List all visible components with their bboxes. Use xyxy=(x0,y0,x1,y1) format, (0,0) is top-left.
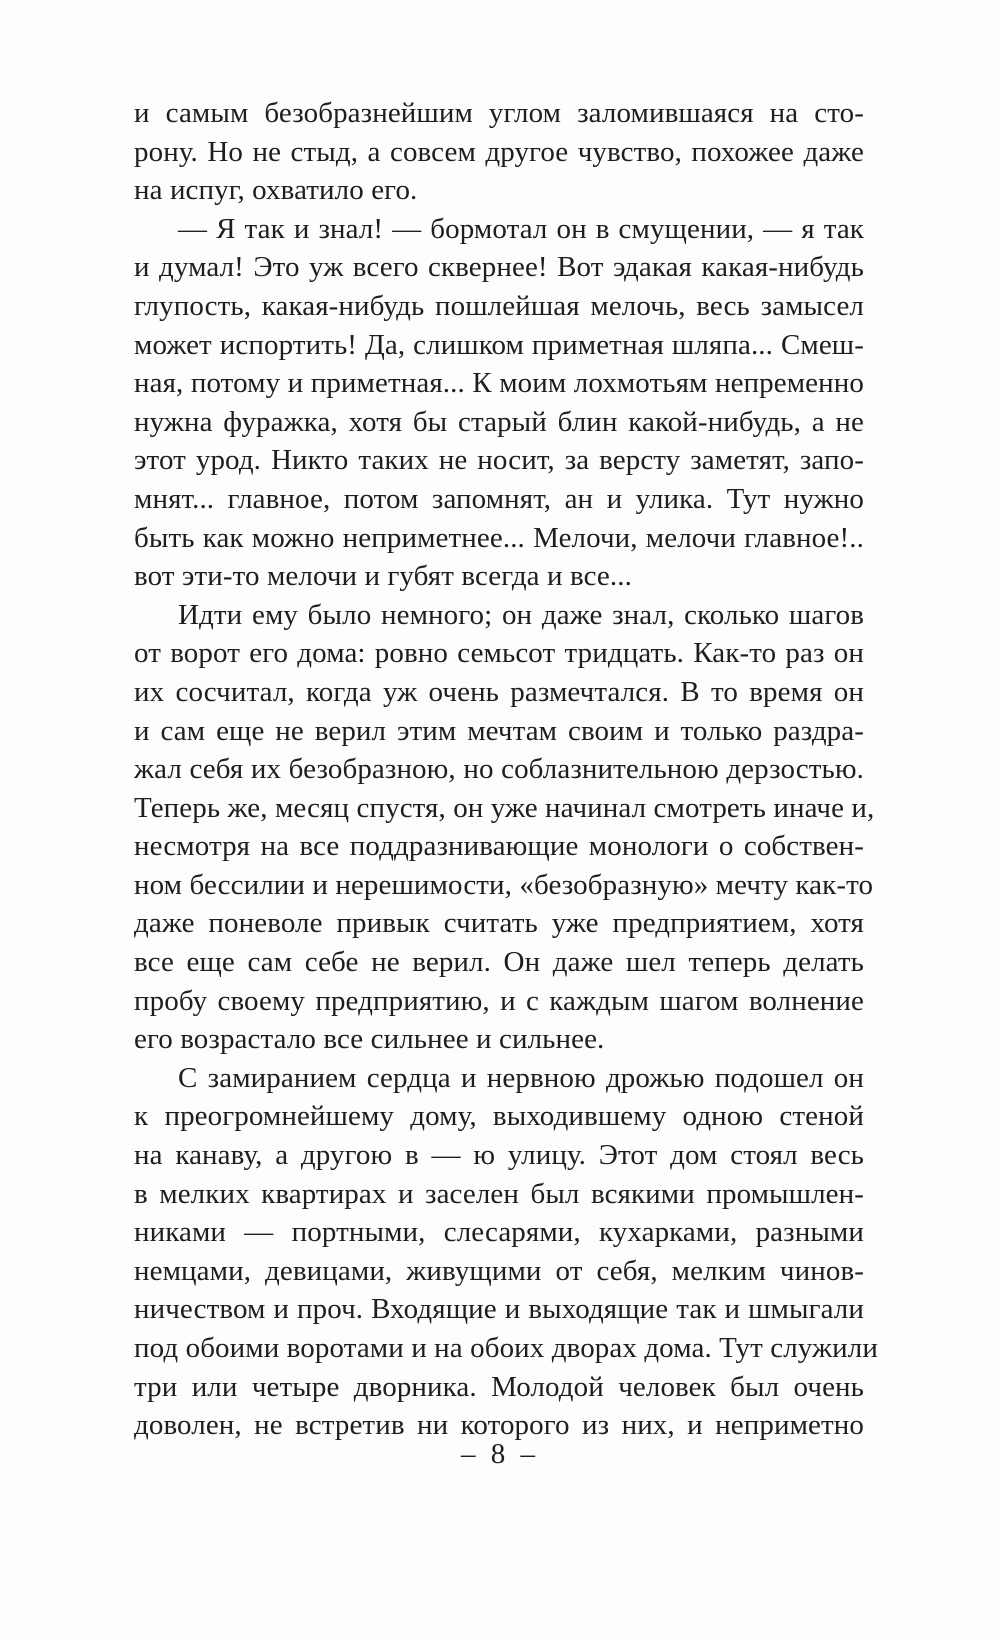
text-line: никами — портными, слесарями, кухарками, разными xyxy=(134,1216,864,1249)
text-line: под обоими воротами и на обоих дворах дома. Тут служили xyxy=(134,1332,878,1364)
text-line: их сосчитал, когда уж очень размечтался. В то время он xyxy=(134,675,864,708)
text-line: все еще сам себе не верил. Он даже шел теперь делать xyxy=(134,946,864,979)
paragraph xyxy=(134,94,864,210)
text-line: пробу своему предприятию, и с каждым шагом волнение xyxy=(134,984,864,1017)
text-line: жал себя их безобразною, но соблазнительною дерзостью. xyxy=(134,753,864,786)
text-line: глупость, какая-нибудь пошлейшая мелочь, весь замысел xyxy=(134,289,864,322)
text-line: на канаву, а другою в — ю улицу. Этот дом стоял весь xyxy=(134,1139,864,1172)
text-line: доволен, не встретив ни которого из них, и неприметно xyxy=(134,1409,864,1442)
text-line: ная, потому и приметная... К моим лохмотьям непременно xyxy=(134,367,864,400)
text-line: немцами, девицами, живущими от себя, мелким чинов- xyxy=(134,1254,864,1287)
text-line: и сам еще не верил этим мечтам своим и только раздра- xyxy=(134,714,864,747)
text-line: Теперь же, месяц спустя, он уже начинал смотреть иначе и, xyxy=(134,791,875,824)
paragraph xyxy=(134,1059,878,1445)
text-line: три или четыре дворника. Молодой человек был очень xyxy=(134,1370,864,1403)
text-line: даже поневоле привык считать уже предприятием, хотя xyxy=(134,907,864,940)
text-line: к преогромнейшему дому, выходившему одною стеной xyxy=(134,1100,864,1133)
text-line: может испортить! Да, слишком приметная шляпа... Смеш- xyxy=(134,328,864,361)
text-line: этот урод. Никто таких не носит, за версту заметят, запо- xyxy=(134,444,864,477)
text-line: быть как можно неприметнее... Мелочи, мелочи главное!.. xyxy=(134,521,864,554)
text-line: его возрастало все сильнее и сильнее. xyxy=(134,1023,605,1056)
text-line: рону. Но не стыд, а совсем другое чувство, похожее даже xyxy=(134,135,864,168)
text-line: Идти ему было немного; он даже знал, сколько шагов xyxy=(178,598,864,631)
text-line: от ворот его дома: ровно семьсот тридцать. Как-то раз он xyxy=(134,637,864,670)
text-line: и думал! Это уж всего сквернее! Вот эдакая какая-нибудь xyxy=(134,251,864,284)
body-text xyxy=(134,94,878,1445)
text-line: мнят... главное, потом запомнят, ан и улика. Тут нужно xyxy=(134,482,864,515)
text-line: С замиранием сердца и нервною дрожью подошел он xyxy=(178,1061,864,1094)
text-line: вот эти-то мелочи и губят всегда и все... xyxy=(134,560,632,593)
paragraph xyxy=(134,210,864,596)
text-line: в мелких квартирах и заселен был всякими промышлен- xyxy=(134,1177,864,1210)
text-line: и самым безобразнейшим углом заломившаяся на сто- xyxy=(134,97,864,129)
text-line: нужна фуражка, хотя бы старый блин какой-нибудь, а не xyxy=(134,405,864,438)
text-line: ном бессилии и нерешимости, «безобразную» мечту как-то xyxy=(134,868,874,901)
text-line: на испуг, охватило его. xyxy=(134,174,418,207)
paragraph xyxy=(134,596,875,1059)
page-number: – 8 – xyxy=(461,1438,539,1470)
text-line: несмотря на все поддразнивающие монологи о собствен- xyxy=(134,830,864,863)
text-line: ничеством и проч. Входящие и выходящие так и шмыгали xyxy=(134,1293,864,1326)
text-line: — Я так и знал! — бормотал он в смущении, — я так xyxy=(178,212,864,245)
